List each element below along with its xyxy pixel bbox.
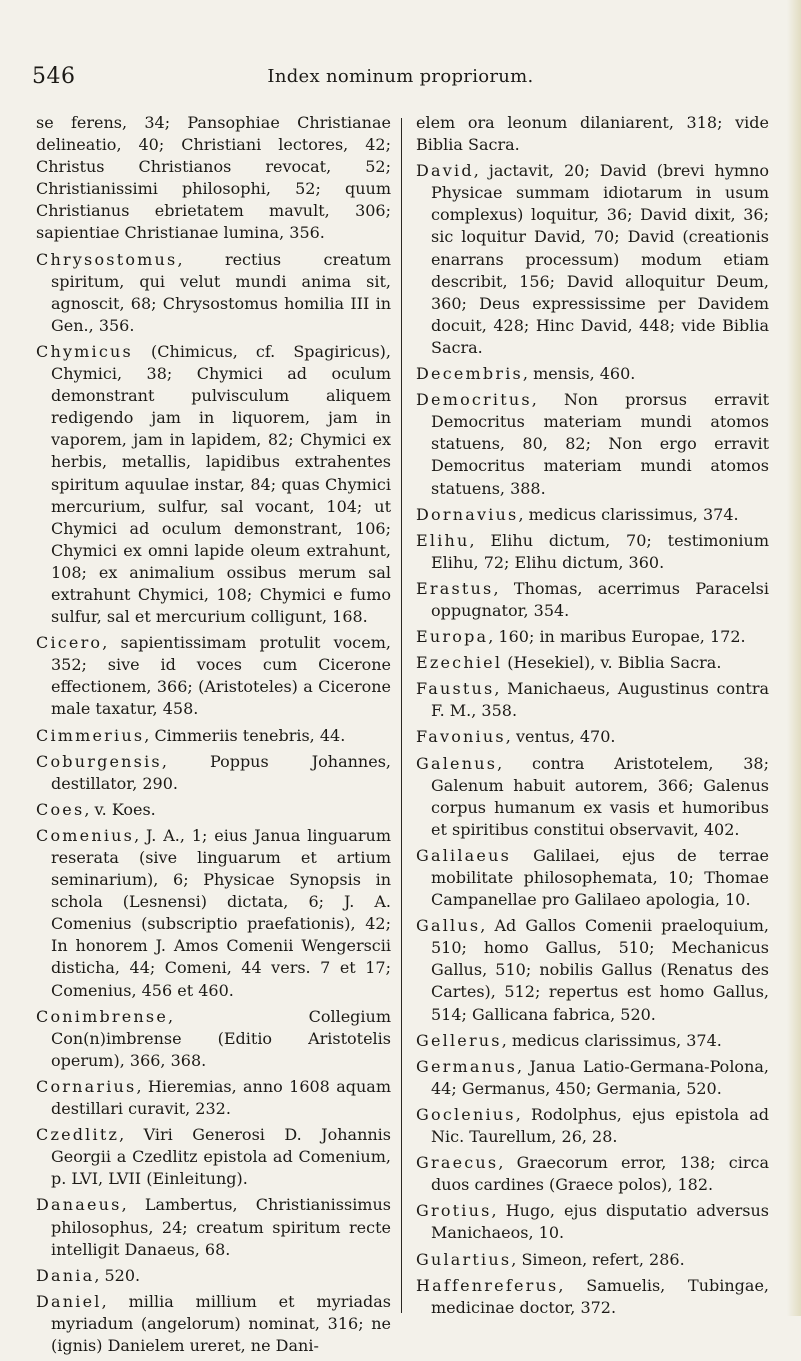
right-column [416, 112, 769, 1323]
index-entry [416, 1275, 769, 1319]
entry-headword: Haffenreferus [416, 1275, 559, 1295]
entry-headword: Coburgensis [36, 751, 162, 771]
entry-headword: Ezechiel [416, 653, 503, 673]
entry-text: , Manichaeus, Augustinus contra F. M., 358. [431, 679, 769, 721]
entry-headword: Chymicus [36, 341, 133, 361]
entry-text: , millia millium et myriadas myriadum (angelorum) nominat, 316; ne (ignis) Danielem ureret, ne Dani- [51, 1291, 391, 1355]
entry-headword: Cicero [36, 633, 103, 653]
entry-headword: Europa [416, 627, 489, 647]
index-entry [416, 726, 769, 748]
index-entry [416, 160, 769, 359]
index-entry [36, 799, 391, 821]
entry-text: , Graecorum error, 138; circa duos cardines (Graece polos), 182. [431, 1153, 769, 1195]
entry-headword: Dornavius [416, 504, 519, 524]
entry-text: , Non prorsus erravit Democritus materiam mundi atomos statuens, 80, 82; Non ergo erravit Democritus materiam mundi atomos statuens, 388. [431, 390, 769, 498]
entry-text: , rectius creatum spiritum, qui velut mundi anima sit, agnoscit, 68; Chrysostomus homilia III in Gen., 356. [51, 249, 391, 335]
index-entry [416, 389, 769, 499]
entry-headword: Graecus [416, 1153, 499, 1173]
index-entry [416, 678, 769, 722]
entry-text: , Thomas, acerrimus Paracelsi oppugnator, 354. [431, 578, 769, 620]
running-head: Index nominum propriorum. [267, 66, 534, 87]
index-entry [416, 530, 769, 574]
index-entry [416, 1249, 769, 1271]
index-entry [36, 249, 391, 337]
index-entry [416, 504, 769, 526]
index-entry [36, 1194, 391, 1260]
index-entry [36, 1291, 391, 1357]
entry-text: se ferens, 34; Pansophiae Christianae delineatio, 40; Christiani lectores, 42; Christus Christianos revocat, 52; Christianissimi philosophi, 52; quum Christianus ebrietatem mavult, 306; sapientiae Christianae lumina, 356. [36, 113, 391, 243]
entry-headword: Erastus [416, 578, 494, 598]
entry-headword: Chrysostomus [36, 249, 178, 269]
entry-headword: Galilaeus [416, 845, 511, 865]
entry-headword: Gellerus [416, 1030, 502, 1050]
index-entry [416, 578, 769, 622]
entry-text: , medicus clarissimus, 374. [518, 504, 739, 524]
entry-text: , mensis, 460. [522, 364, 636, 384]
entry-text: , Hugo, ejus disputatio adversus Manichaeos, 10. [431, 1201, 769, 1243]
entry-headword: Elihu [416, 530, 470, 550]
entry-headword: Conimbrense [36, 1006, 169, 1026]
entry-text: , Elihu dictum, 70; testimonium Elihu, 72; Elihu dictum, 360. [431, 530, 769, 572]
index-entry [416, 112, 769, 156]
entry-headword: Cimmerius [36, 725, 145, 745]
entry-text: , jactavit, 20; David (brevi hymno Physicae summam idiotarum in usum complexus) loquitur, 36; David dixit, 36; sic loquitur David, 70; David (creationis enarrans processum) modum etiam describit, 156; David alloquitur Deum, 360; Deus expressissime per Davidem docuit, 428; Hinc David, 448; vide Biblia Sacra. [431, 161, 769, 357]
entry-headword: Democritus [416, 390, 532, 410]
entry-headword: David [416, 161, 474, 181]
index-entry [416, 652, 769, 674]
entry-headword: Gulartius [416, 1249, 512, 1269]
entry-text: , v. Koes. [84, 799, 156, 819]
entry-text: , Poppus Johannes, destillator, 290. [51, 751, 391, 793]
column-divider [401, 118, 402, 1313]
entry-headword: Favonius [416, 727, 506, 747]
index-entry [416, 1056, 769, 1100]
entry-headword: Gallus [416, 916, 481, 936]
index-entry [416, 363, 769, 385]
entry-text: , Rodolphus, ejus epistola ad Nic. Taurellum, 26, 28. [431, 1104, 769, 1147]
entry-headword: Coes [36, 799, 85, 819]
entry-headword: Daniel [36, 1291, 102, 1311]
index-entry [416, 1030, 769, 1052]
index-entry [36, 1124, 391, 1190]
entry-text: , medicus clarissimus, 374. [501, 1030, 722, 1050]
entry-headword: Faustus [416, 679, 495, 699]
entry-headword: Galenus [416, 753, 498, 773]
index-entry [416, 626, 769, 648]
index-entry [36, 825, 391, 1002]
entry-headword: Goclenius [416, 1104, 516, 1124]
entry-text: , ventus, 470. [505, 727, 616, 747]
entry-headword: Comenius [36, 825, 135, 845]
entry-text: , Ad Gallos Comenii praeloquium, 510; homo Gallus, 510; Mechanicus Gallus, 510; nobilis Gallus (Renatus des Cartes), 512; repertus est homo Gallus, 514; Gallicana fabrica, 520. [431, 916, 769, 1024]
index-entry [36, 1076, 391, 1120]
entry-headword: Grotius [416, 1201, 492, 1221]
entry-text: , Simeon, refert, 286. [511, 1249, 685, 1269]
entry-text: , Samuelis, Tubingae, medicinae doctor, 372. [431, 1275, 769, 1317]
entry-text: , Viri Generosi D. Johannis Georgii a Czedlitz epistola ad Comenium, p. LVI, LVII (Einleitung). [51, 1125, 391, 1189]
page-edge-shadow [787, 0, 801, 1316]
page-number: 546 [32, 64, 76, 89]
entry-text: (Hesekiel), v. Biblia Sacra. [502, 653, 722, 673]
index-entry [416, 1200, 769, 1244]
entry-text: , sapientissimam protulit vocem, 352; sive id voces cum Cicerone effectionem, 366; (Aristoteles) a Cicerone male taxatur, 458. [51, 633, 391, 719]
entry-text: , Lambertus, Christianissimus philosophus, 24; creatum spiritum recte intelligit Danaeus, 68. [51, 1195, 391, 1259]
entry-text: , Cimmeriis tenebris, 44. [144, 725, 346, 745]
index-entry [36, 632, 391, 720]
entry-text: Galilaei, ejus de terrae mobilitate philosophemata, 10; Thomae Campanellae pro Galilaeo apologia, 10. [431, 845, 769, 910]
entry-headword: Danaeus [36, 1195, 122, 1215]
index-entry [416, 915, 769, 1025]
index-entry [36, 112, 391, 245]
entry-text: , Collegium Con(n)imbrense (Editio Aristotelis operum), 366, 368. [51, 1006, 391, 1070]
entry-headword: Decembris [416, 364, 523, 384]
entry-text: , Janua Latio-Germana-Polona, 44; Germanus, 450; Germania, 520. [431, 1056, 769, 1098]
index-entry [416, 845, 769, 911]
index-entry [36, 1006, 391, 1072]
entry-text: (Chimicus, cf. Spagiricus), Chymici, 38; Chymici ad oculum demonstrant pulvisculum aliquem redigendo jam in liquorem, jam in vaporem, jam in lapidem, 82; Chymici ex herbis, metallis, lapidibus extrahentes spiritum aquulae instar, 84; quas Chymici mercurium, sulfur, sal vocant, 104; ut Chymici ad oculum demonstrant, 106; Chymici ex omni lapide oleum extrahunt, 108; ex animalium ossibus merum sal extrahunt Chymici, 108; Chymici e fumo sulfur, sal et mercurium colligunt, 168. [51, 341, 391, 627]
entry-headword: Cornarius [36, 1076, 137, 1096]
index-entry [36, 1265, 391, 1287]
entry-text: , J. A., 1; eius Janua linguarum reserata (sive linguarum et artium seminarium), 6; Physicae Synopsis in schola (Lesnensi) dictata, 6; J. A. Comenius (subscriptio praefationis), 42; In honorem J. Amos Comenii Wengerscii disticha, 44; Comeni, 44 vers. 7 et 17; Comenius, 456 et 460. [51, 825, 391, 1000]
index-entry [36, 751, 391, 795]
entry-text: elem ora leonum dilaniarent, 318; vide Biblia Sacra. [416, 113, 769, 155]
index-entry [416, 753, 769, 841]
entry-headword: Germanus [416, 1056, 518, 1076]
entry-text: , Hieremias, anno 1608 aquam destillari curavit, 232. [51, 1076, 391, 1119]
left-column [36, 112, 391, 1361]
index-entry [416, 1104, 769, 1148]
index-entry [36, 341, 391, 628]
entry-headword: Dania [36, 1265, 95, 1285]
entry-text: , 520. [94, 1265, 141, 1285]
entry-headword: Czedlitz [36, 1125, 120, 1145]
entry-text: , contra Aristotelem, 38; Galenum habuit autorem, 366; Galenus corpus humanum ex vasis et humoribus et spiritibus constitui observavit, 402. [431, 753, 769, 839]
index-entry [36, 725, 391, 747]
index-entry [416, 1152, 769, 1196]
entry-text: , 160; in maribus Europae, 172. [488, 627, 746, 647]
